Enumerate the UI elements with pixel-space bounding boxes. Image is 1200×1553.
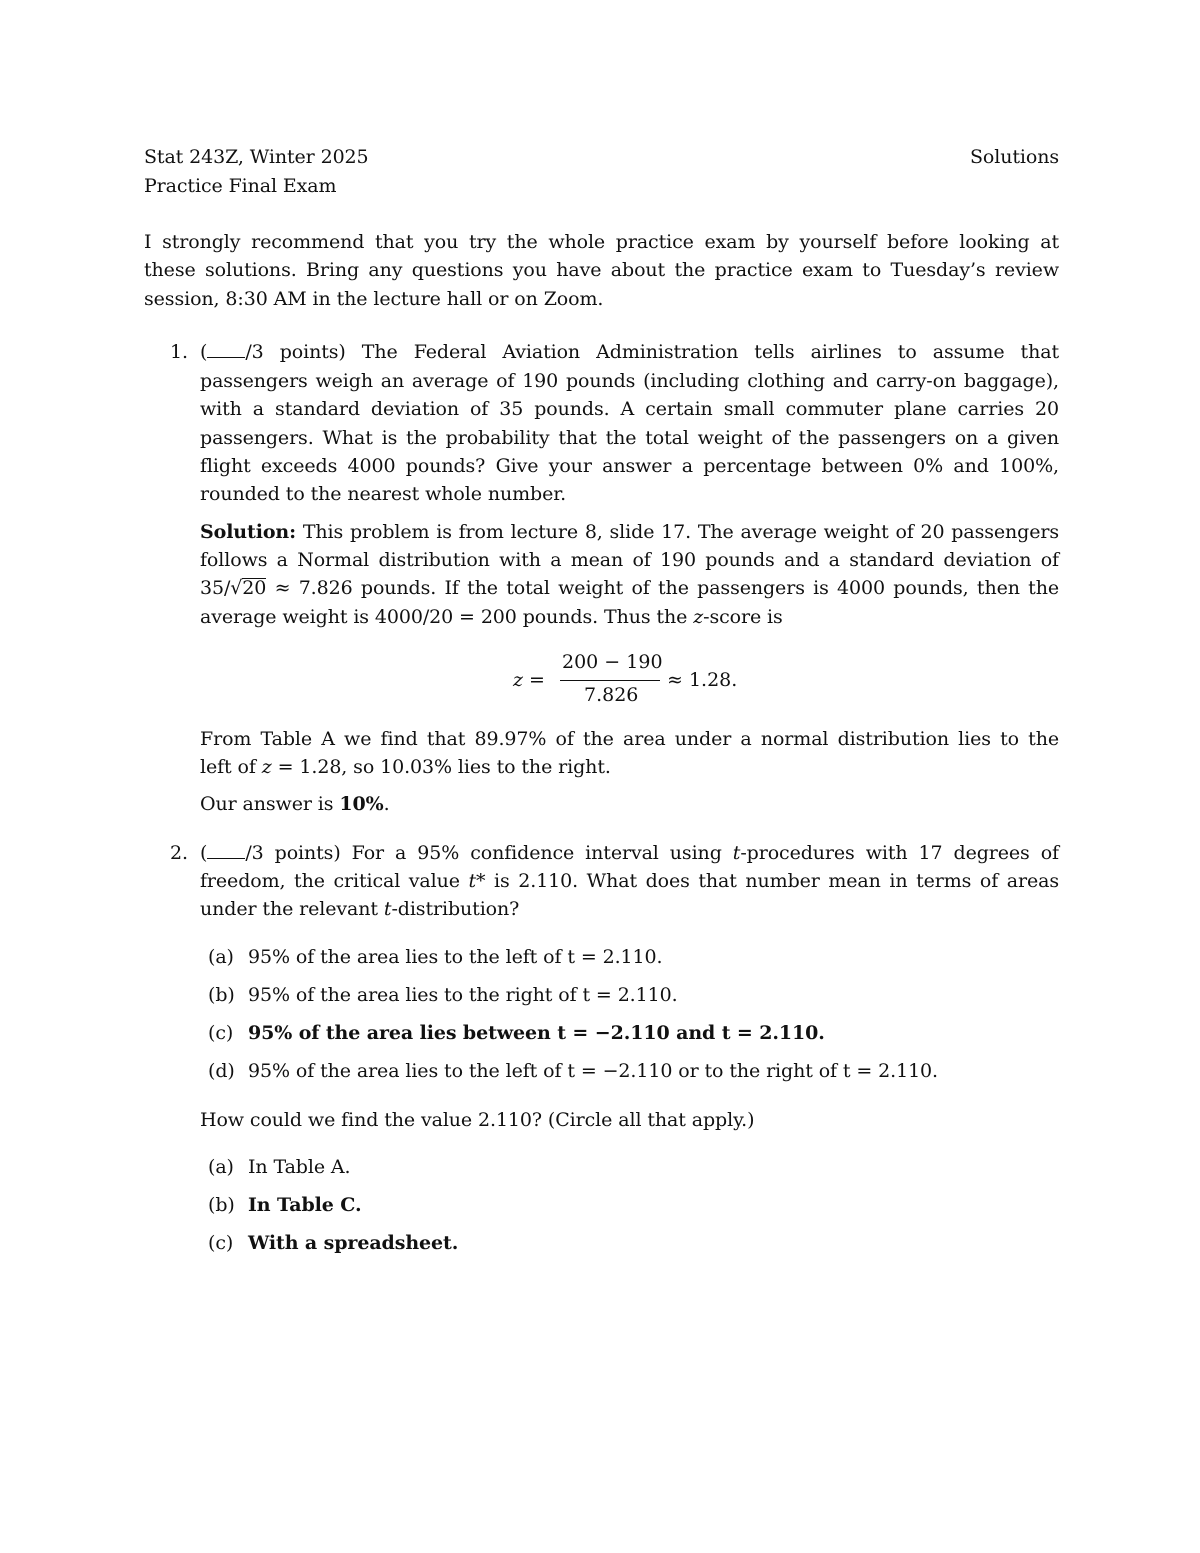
q2-line-2	[200, 870, 1059, 892]
q2-option-c-correct: 95% of the area lies between t = −2.110 and t = 2.110.	[248, 1022, 825, 1044]
q2-followup-c-label: (c)	[208, 1232, 234, 1254]
q2-line-1-inner	[200, 842, 1059, 864]
q1-line-2-wrap	[200, 370, 1059, 392]
q1-table-text-2a: left of	[200, 756, 256, 778]
q1-points: /3 points)	[245, 341, 346, 363]
eq-denominator: 7.826	[584, 684, 639, 706]
eq-lhs: z =	[513, 669, 545, 691]
q2-points: /3 points)	[245, 842, 341, 864]
t-star-variable: t*	[468, 870, 486, 892]
q2-option-b: 95% of the area lies to the right of t = 2.110.	[248, 984, 678, 1006]
q2-followup-c-correct: With a spreadsheet.	[248, 1232, 459, 1254]
q1-solution-line-1-inner	[200, 521, 1059, 543]
q2-option-b-label: (b)	[208, 984, 235, 1006]
intro-paragraph	[144, 231, 1059, 253]
q2-followup-a-label: (a)	[208, 1156, 234, 1178]
q1-line-5-wrap	[200, 455, 1059, 477]
q2-text-2a: freedom, the critical value	[200, 870, 460, 892]
q1-solution-text-3: ≈ 7.826 pounds. If the total weight of the passengers is 4000 pounds, then the	[274, 577, 1059, 599]
q1-table-line-1: From Table A we find that 89.97% of the area under a normal distribution lies to the	[200, 728, 1059, 750]
doc-type: Solutions	[969, 146, 1059, 168]
q2-text-3a: under the relevant	[200, 898, 378, 920]
q1-line-5: flight exceeds 4000 pounds? Give your answer a percentage between 0% and 100%,	[200, 455, 1059, 477]
q2-text-2b: is 2.110. What does that number mean in terms of areas	[494, 870, 1059, 892]
q1-answer-line	[200, 793, 390, 815]
q2-followup: How could we find the value 2.110? (Circle all that apply.)	[200, 1109, 755, 1131]
q2-option-d: 95% of the area lies to the left of t = −2.110 or to the right of t = 2.110.	[248, 1060, 938, 1082]
z-variable: z	[693, 606, 704, 628]
z-variable-2: z	[261, 756, 272, 778]
q2-paren: (	[200, 842, 208, 864]
intro-line-2: these solutions. Bring any questions you have about the practice exam to Tuesday’s review	[144, 259, 1059, 281]
q1-line-4: passengers. What is the probability that the total weight of the passengers on a given	[200, 427, 1059, 449]
q2-option-c-label: (c)	[208, 1022, 234, 1044]
q1-line-1-inner	[200, 341, 1059, 363]
q1-answer: 10%	[339, 793, 384, 815]
q2-text-1b: -procedures with 17 degrees of	[740, 842, 1059, 864]
eq-rhs: ≈ 1.28.	[667, 669, 738, 691]
q1-line-6: rounded to the nearest whole number.	[200, 483, 567, 505]
q2-score-blank	[207, 843, 245, 859]
q2-option-a-label: (a)	[208, 946, 234, 968]
fraction-bar	[560, 680, 660, 681]
q2-followup-b-correct: In Table C.	[248, 1194, 362, 1216]
q1-text-1: The Federal Aviation Administration tells airlines to assume that	[361, 341, 1059, 363]
sd-numerator: 35/	[200, 577, 231, 599]
q1-number: 1.	[170, 341, 188, 363]
q1-line-4-wrap	[200, 427, 1059, 449]
intro-line-3: session, 8:30 AM in the lecture hall or on Zoom.	[144, 288, 604, 310]
answer-prefix: Our answer is	[200, 793, 334, 815]
q1-solution-line-4	[200, 606, 783, 628]
q1-solution-line-2-wrap	[200, 549, 1059, 571]
q1-line-1	[200, 341, 1059, 363]
q2-line-1	[200, 842, 1059, 864]
q2-line-2-inner	[200, 870, 1059, 892]
answer-period: .	[383, 793, 390, 815]
q1-table-line-2	[200, 756, 611, 778]
eq-lhs-wrap	[513, 669, 545, 691]
sqrt-sign: √	[230, 577, 243, 599]
q1-line-3: with a standard deviation of 35 pounds. A certain small commuter plane carries 20	[200, 398, 1059, 420]
q2-followup-b-label: (b)	[208, 1194, 235, 1216]
q1-paren: (	[200, 341, 208, 363]
course-title: Stat 243Z, Winter 2025	[144, 146, 369, 168]
q1-solution-text-4b: -score is	[703, 606, 783, 628]
q1-line-3-wrap	[200, 398, 1059, 420]
q1-solution-line-1	[200, 521, 1059, 543]
solution-label: Solution:	[200, 521, 297, 543]
intro-line-2-wrap	[144, 259, 1059, 281]
q2-option-d-label: (d)	[208, 1060, 235, 1082]
q1-table-line-1-wrap	[200, 728, 1059, 750]
q2-text-1a: For a 95% confidence interval using	[351, 842, 722, 864]
q1-solution-line-2: follows a Normal distribution with a mean of 190 pounds and a standard deviation of	[200, 549, 1059, 571]
q1-solution-text-4a: average weight is 4000/20 = 200 pounds. Thus the	[200, 606, 688, 628]
exam-title: Practice Final Exam	[144, 175, 337, 197]
q2-followup-a: In Table A.	[248, 1156, 351, 1178]
intro-line-1: I strongly recommend that you try the whole practice exam by yourself before looking at	[144, 231, 1059, 253]
sqrt-radicand: 20	[242, 577, 267, 599]
q1-line-2: passengers weigh an average of 190 pounds (including clothing and carry-on baggage),	[200, 370, 1059, 392]
eq-numerator: 200 − 190	[562, 651, 663, 673]
t-variable: t	[732, 842, 741, 864]
q1-solution-line-3-inner	[200, 577, 1059, 599]
q1-table-text-2b: = 1.28, so 10.03% lies to the right.	[277, 756, 611, 778]
q1-score-blank	[207, 342, 245, 358]
q2-option-a: 95% of the area lies to the left of t = 2.110.	[248, 946, 663, 968]
t-variable-2: t	[383, 898, 392, 920]
q2-number: 2.	[170, 842, 188, 864]
q2-line-3	[200, 898, 519, 920]
q1-solution-text-1: This problem is from lecture 8, slide 17. The average weight of 20 passengers	[302, 521, 1059, 543]
q2-text-3b: -distribution?	[391, 898, 520, 920]
q1-solution-line-3	[200, 577, 1059, 599]
